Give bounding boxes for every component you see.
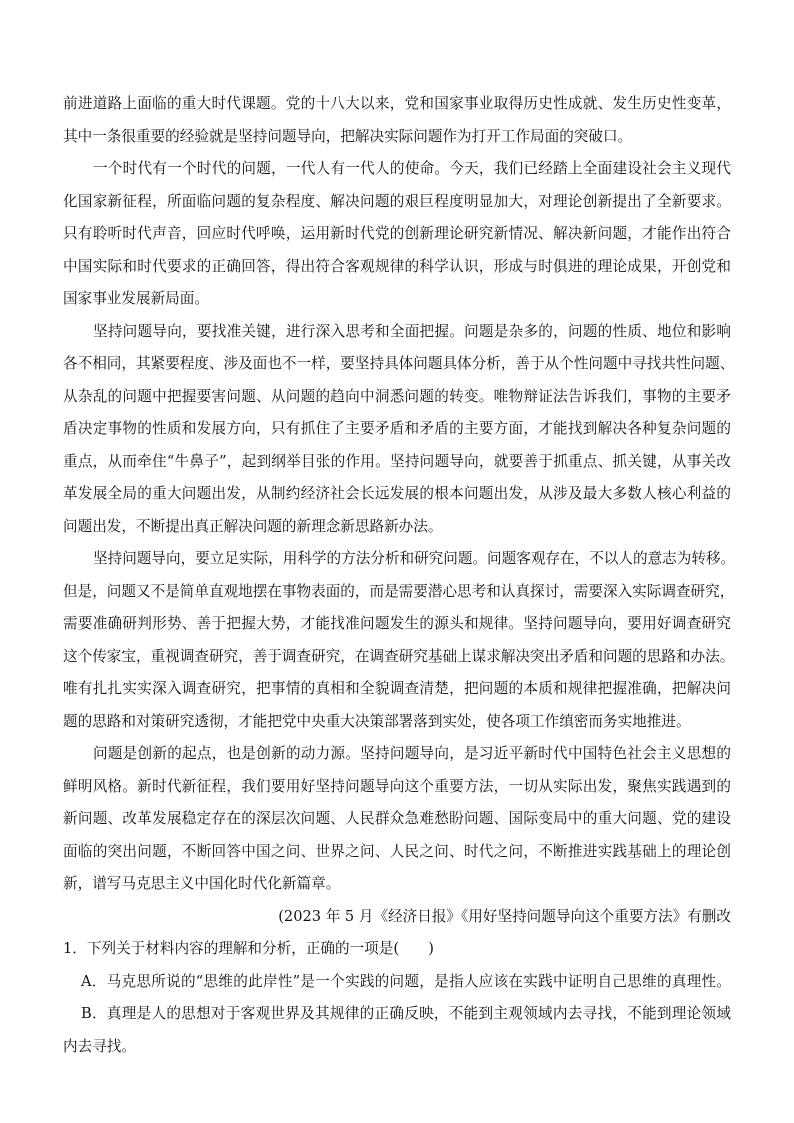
passage-line: 其中一条很重要的经验就是坚持问题导向，把解决实际问题作为打开工作局面的突破口。 <box>63 127 633 145</box>
passage-line: 国家事业发展新局面。 <box>63 290 209 307</box>
passage-line: 新，谱写马克思主义中国化时代化新篇章。 <box>63 875 341 892</box>
passage-line: 鲜明风格。新时代新征程，我们要用好坚持问题导向这个重要方法，一切从实际出发，聚焦实践遇到的 <box>63 777 731 795</box>
passage-line: 重点，从而牵住“牛鼻子”，起到纲举目张的作用。坚持问题导向，就要善于抓重点、抓关键，从事关改 <box>63 452 731 470</box>
passage-line: 但是，问题又不是简单直观地摆在事物表面的，而是需要潜心思考和认真探讨，需要深入实际调查研究， <box>63 582 735 600</box>
passage-line: 需要准确研判形势、善于把握大势，才能找准问题发生的源头和规律。坚持问题导向，要用好调查研究 <box>63 615 731 632</box>
paragraph-start-line: 坚持问题导向，要立足实际，用科学的方法分析和研究问题。问题客观存在，不以人的意志为转移。 <box>93 550 736 567</box>
source-citation: (2023 年 5 月《经济日报》《用好坚持问题导向这个重要方法》有删改 <box>278 907 731 925</box>
passage-line: 化国家新征程，所面临问题的复杂程度、解决问题的艰巨程度明显加大，对理论创新提出了全新要求。 <box>63 192 731 210</box>
passage-line: 只有聆听时代声音，回应时代呼唤，运用新时代党的创新理论研究新情况、解决新问题，才能作出符合 <box>63 225 731 242</box>
passage-line: 从杂乱的问题中把握要害问题、从问题的趋向中洞悉问题的转变。唯物辩证法告诉我们，事物的主要矛 <box>63 387 731 405</box>
passage-line: 前进道路上面临的重大时代课题。党的十八大以来，党和国家事业取得历史性成就、发生历史性变革， <box>63 95 731 112</box>
passage-line: 题的思路和对策研究透彻，才能把党中央重大决策部署落到实处，使各项工作缜密而务实地推进。 <box>63 712 691 730</box>
question-stem: 1．下列关于材料内容的理解和分析，正确的一项是( ) <box>63 940 434 957</box>
passage-line: 问题出发，不断提出真正解决问题的新理念新思路新办法。 <box>63 517 443 535</box>
passage-line: 唯有扎扎实实深入调查研究，把事情的真相和全貌调查清楚，把问题的本质和规律把握准确，把解决问 <box>63 680 731 697</box>
answer-option-b: B．真理是人的思想对于客观世界及其规律的正确反映，不能到主观领域内去寻找，不能到理论领域 <box>81 1005 731 1022</box>
passage-line: 面临的突出问题，不断回答中国之问、世界之问、人民之问、时代之问，不断推进实践基础上的理论创 <box>63 842 731 860</box>
passage-line: 革发展全局的重大问题出发，从制约经济社会长远发展的根本问题出发，从涉及最大多数人核心利益的 <box>63 485 731 502</box>
passage-line: 这个传家宝，重视调查研究，善于调查研究，在调查研究基础上谋求解决突出矛盾和问题的思路和办法。 <box>63 647 735 665</box>
paragraph-start-line: 问题是创新的起点，也是创新的动力源。坚持问题导向，是习近平新时代中国特色社会主义思想的 <box>93 745 731 762</box>
answer-option-b-continuation: 内去寻找。 <box>63 1037 136 1055</box>
passage-line: 各不相同，其紧要程度、涉及面也不一样，要坚持具体问题具体分析，善于从个性问题中寻找共性问题、 <box>63 355 735 372</box>
answer-option-a: A．马克思所说的“思维的此岸性”是一个实践的问题，是指人应该在实践中证明自己思维的真理性。 <box>81 972 731 990</box>
passage-line: 盾决定事物的性质和发展方向，只有抓住了主要矛盾和矛盾的主要方面，才能找到解决各种复杂问题的 <box>63 420 731 437</box>
paragraph-start-line: 一个时代有一个时代的问题，一代人有一代人的使命。今天，我们已经踏上全面建设社会主义现代 <box>93 160 731 177</box>
passage-line: 中国实际和时代要求的正确回答，得出符合客观规律的科学认识，形成与时俱进的理论成果，开创党和 <box>63 257 731 275</box>
passage-line: 新问题、改革发展稳定存在的深层次问题、人民群众急难愁盼问题、国际变局中的重大问题、党的建设 <box>63 810 731 827</box>
document-page <box>63 88 736 1063</box>
paragraph-start-line: 坚持问题导向，要找准关键，进行深入思考和全面把握。问题是杂多的，问题的性质、地位和影响 <box>93 322 731 340</box>
